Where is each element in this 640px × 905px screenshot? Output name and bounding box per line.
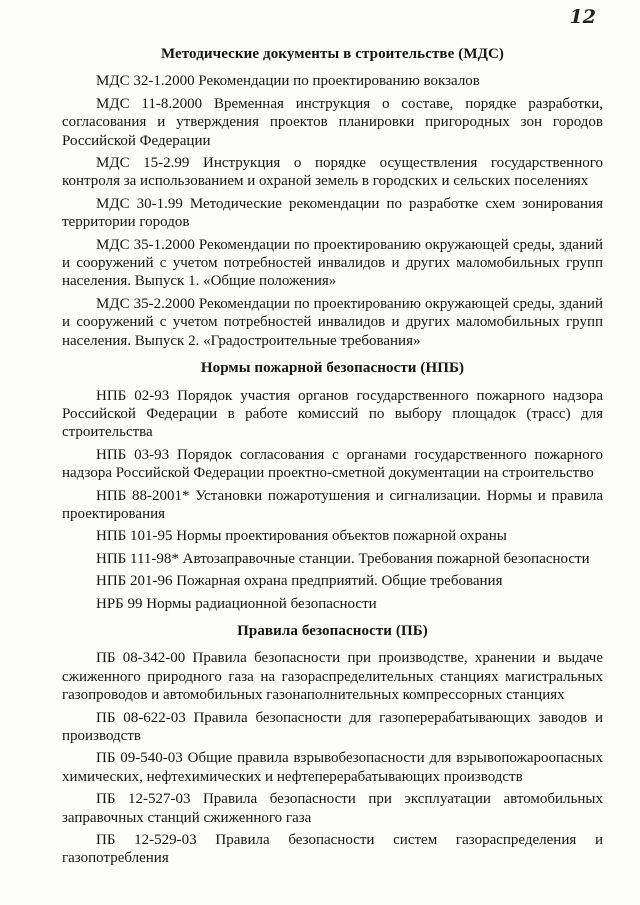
section-mds [62,45,603,350]
list-item: МДС 15-2.99 Инструкция о порядке осуществления государственного контроля за использованием и охраной земель в городских и сельских поселениях [62,155,603,190]
section-pb [62,622,603,868]
list-item: НПБ 111-98* Автозаправочные станции. Требования пожарной безопасности [96,550,590,567]
list-item: НПБ 03-93 Порядок согласования с органами государственного пожарного надзора Российской Федерации проектно-сметной документации на строительство [62,446,603,482]
list-item: ПБ 08-342-00 Правила безопасности при производстве, хранении и выдаче сжиженного природного газа на газораспределительных станциях магистральных газопроводов и автомобильных газонаполнительных компрессорных станциях [62,650,603,704]
list-item: НПБ 101-95 Нормы проектирования объектов пожарной охраны [96,528,507,545]
list-item: МДС 11-8.2000 Временная инструкция о составе, порядке разработки, согласования и утверждения проектов планировки пригородных зон городов Российской Федерации [62,95,603,149]
section-heading: Правила безопасности (ПБ) [237,622,428,639]
list-item: МДС 30-1.99 Методические рекомендации по разработке схем зонирования территории городов [62,195,603,231]
section-heading: Методические документы в строительстве (МДС) [160,46,505,62]
document-body [62,45,603,872]
list-item: МДС 32-1.2000 Рекомендации по проектированию вокзалов [96,73,480,90]
list-item: ПБ 08-622-03 Правила безопасности для газоперерабатывающих заводов и производств [62,709,603,744]
list-item: ПБ 09-540-03 Общие правила взрывобезопасности для взрывопожароопасных химических, нефтехимических и нефтеперерабатывающих производств [62,750,603,785]
section-npb [62,359,603,613]
list-item: МДС 35-1.2000 Рекомендации по проектированию окружающей среды, зданий и сооружений с учетом потребностей инвалидов и других маломобильных групп населения. Выпуск 1. «Общие положения» [62,236,603,290]
section-heading: Нормы пожарной безопасности (НПБ) [200,360,465,377]
list-item: НРБ 99 Нормы радиационной безопасности [96,595,377,612]
list-item: НПБ 201-96 Пожарная охрана предприятий. Общие требования [96,573,503,590]
page-number: 12 [569,6,596,28]
list-item: ПБ 12-529-03 Правила безопасности систем газораспределения и газопотребления [62,832,603,867]
list-item: ПБ 12-527-03 Правила безопасности при эксплуатации автомобильных заправочных станций сжиженного газа [62,791,603,826]
list-item: НПБ 88-2001* Установки пожаротушения и сигнализации. Нормы и правила проектирования [62,487,603,522]
list-item: МДС 35-2.2000 Рекомендации по проектированию окружающей среды, зданий и сооружений с учетом потребностей инвалидов и других маломобильных групп населения. Выпуск 2. «Градостроительные требования» [62,295,603,349]
list-item: НПБ 02-93 Порядок участия органов государственного пожарного надзора Российской Федерации в работе комиссий по выбору площадок (трасс) для строительства [62,387,603,441]
